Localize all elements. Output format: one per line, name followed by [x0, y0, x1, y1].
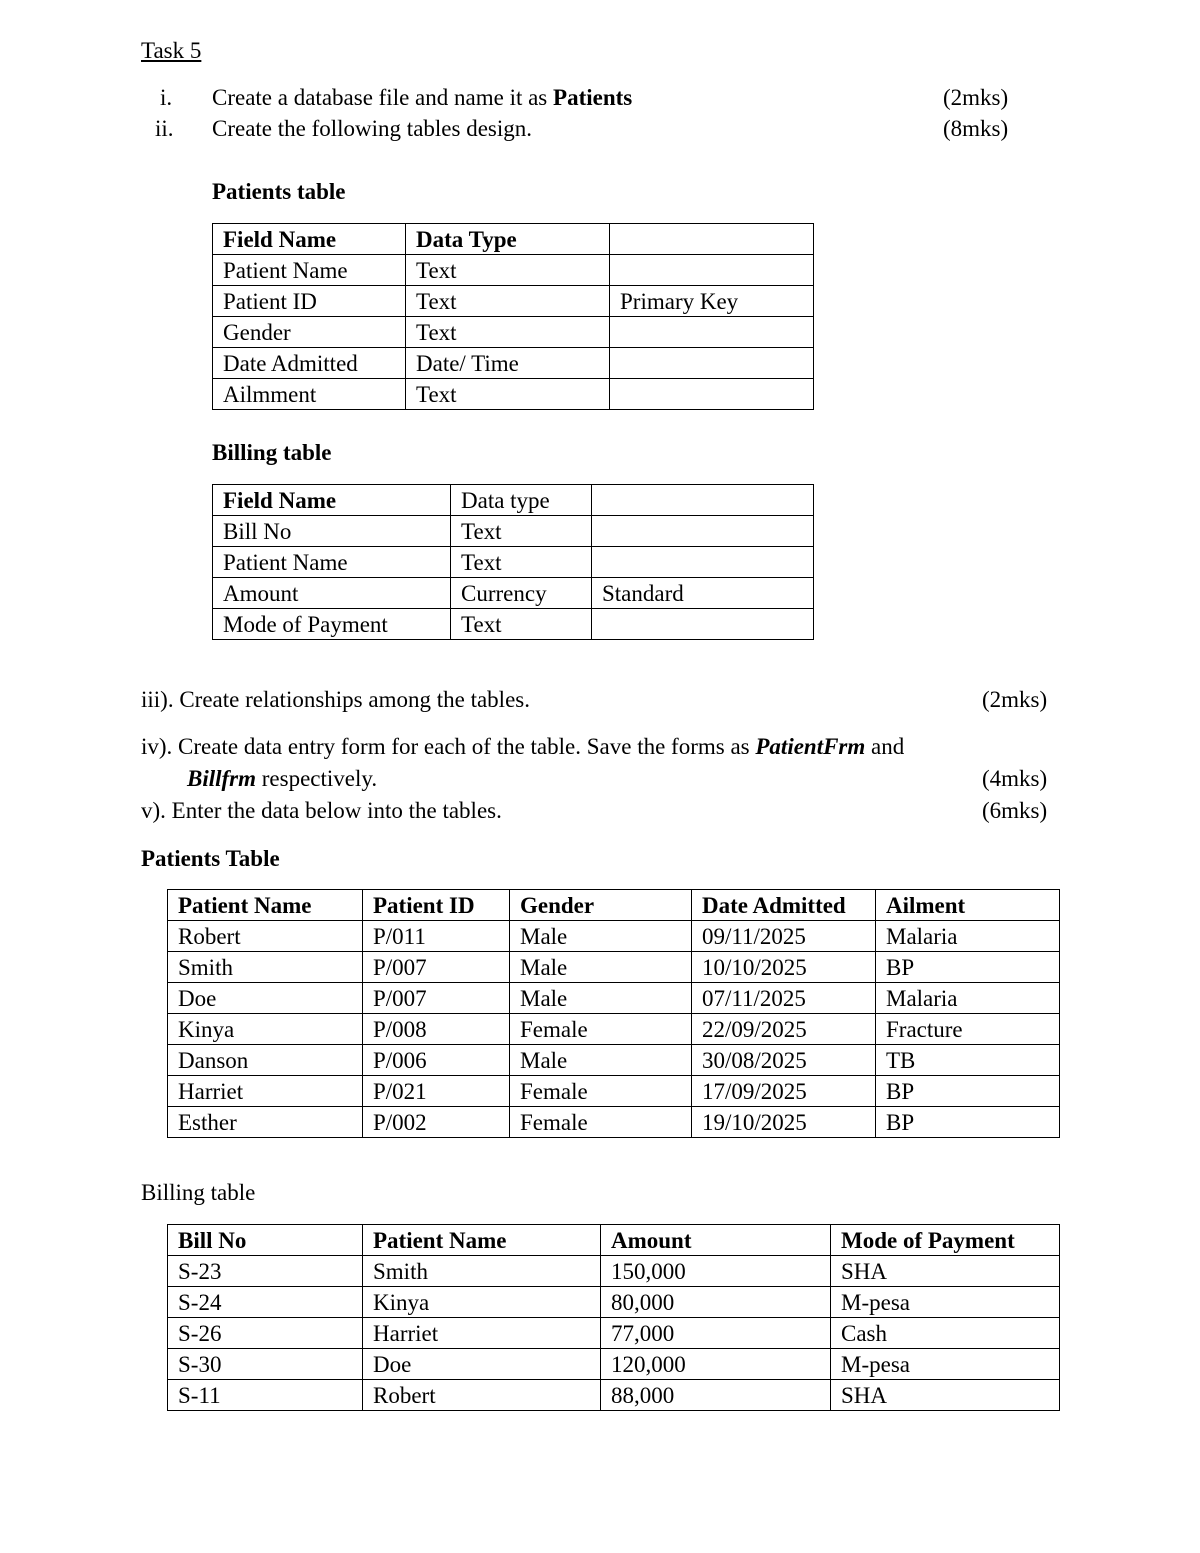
item-iv-label: iv). Create data entry form for each of the table. Save the forms as: [141, 734, 756, 759]
table-cell: M-pesa: [831, 1349, 1060, 1380]
header-cell: Patient Name: [363, 1225, 601, 1256]
table-cell: S-26: [168, 1318, 363, 1349]
table-cell: 17/09/2025: [692, 1076, 876, 1107]
table-row: [168, 983, 1060, 1014]
table-cell: Male: [510, 1045, 692, 1076]
table-cell: 09/11/2025: [692, 921, 876, 952]
table-cell: Patient Name: [213, 255, 406, 286]
table-cell: P/021: [363, 1076, 510, 1107]
table-row: [213, 286, 814, 317]
table-cell: Doe: [168, 983, 363, 1014]
table-cell: Smith: [168, 952, 363, 983]
table-row: [168, 1256, 1060, 1287]
table-cell: Danson: [168, 1045, 363, 1076]
table-cell: P/006: [363, 1045, 510, 1076]
item-iv-label-end: respectively.: [256, 766, 378, 791]
header-cell: Amount: [601, 1225, 831, 1256]
table-cell: S-24: [168, 1287, 363, 1318]
item-iv-form2-name: Billfrm: [187, 766, 257, 791]
table-row: [168, 952, 1060, 983]
table-cell: Gender: [213, 317, 406, 348]
header-cell: Data Type: [406, 224, 610, 255]
table-cell: BP: [876, 1107, 1060, 1138]
item-iv-form1-name: PatientFrm: [755, 734, 866, 759]
table-cell: Malaria: [876, 983, 1060, 1014]
table-cell: Standard: [592, 578, 814, 609]
table-cell: 19/10/2025: [692, 1107, 876, 1138]
header-cell: [592, 485, 814, 516]
table-cell: Amount: [213, 578, 451, 609]
table-cell: Smith: [363, 1256, 601, 1287]
header-cell: [610, 224, 814, 255]
table-cell: Harriet: [363, 1318, 601, 1349]
table-cell: Female: [510, 1014, 692, 1045]
item-i-number: i.: [160, 85, 173, 110]
table-row: [213, 547, 814, 578]
table-cell: 30/08/2025: [692, 1045, 876, 1076]
data-billing-table: [167, 1224, 1060, 1411]
table-cell: 120,000: [601, 1349, 831, 1380]
table-cell: Currency: [451, 578, 592, 609]
item-ii-marks: (8mks): [943, 116, 1009, 141]
table-row: [213, 609, 814, 640]
table-cell: 80,000: [601, 1287, 831, 1318]
task-title: Task 5: [141, 38, 202, 63]
item-i-label: Create a database file and name it as: [212, 85, 554, 110]
table-row: [213, 578, 814, 609]
table-header-row: [213, 485, 814, 516]
table-cell: SHA: [831, 1256, 1060, 1287]
table-cell: Text: [406, 317, 610, 348]
header-cell: Bill No: [168, 1225, 363, 1256]
table-row: [213, 516, 814, 547]
header-cell: Date Admitted: [692, 890, 876, 921]
item-iv-line2: [187, 767, 377, 790]
table-row: [168, 1349, 1060, 1380]
table-cell: Fracture: [876, 1014, 1060, 1045]
design-patients-title: Patients table: [212, 179, 346, 204]
header-cell: Ailment: [876, 890, 1060, 921]
table-cell: TB: [876, 1045, 1060, 1076]
table-row: [168, 921, 1060, 952]
table-row: [168, 1076, 1060, 1107]
table-cell: Male: [510, 921, 692, 952]
table-cell: Patient ID: [213, 286, 406, 317]
table-cell: Kinya: [363, 1287, 601, 1318]
table-cell: Text: [406, 286, 610, 317]
table-cell: Cash: [831, 1318, 1060, 1349]
header-cell: Data type: [451, 485, 592, 516]
table-cell: Patient Name: [213, 547, 451, 578]
table-cell: Kinya: [168, 1014, 363, 1045]
table-header-row: [168, 1225, 1060, 1256]
table-cell: Malaria: [876, 921, 1060, 952]
table-cell: BP: [876, 1076, 1060, 1107]
item-iii-text: iii). Create relationships among the tables.: [141, 687, 530, 712]
table-cell: P/007: [363, 983, 510, 1014]
table-cell: [610, 317, 814, 348]
table-cell: [592, 547, 814, 578]
table-cell: 88,000: [601, 1380, 831, 1411]
table-cell: S-11: [168, 1380, 363, 1411]
table-cell: Esther: [168, 1107, 363, 1138]
table-cell: Date/ Time: [406, 348, 610, 379]
item-v-marks: (6mks): [982, 798, 1048, 823]
table-cell: Primary Key: [610, 286, 814, 317]
table-cell: 10/10/2025: [692, 952, 876, 983]
table-cell: [610, 348, 814, 379]
table-row: [168, 1380, 1060, 1411]
table-cell: Robert: [363, 1380, 601, 1411]
table-cell: Female: [510, 1107, 692, 1138]
table-cell: 22/09/2025: [692, 1014, 876, 1045]
table-cell: Female: [510, 1076, 692, 1107]
table-cell: Text: [451, 547, 592, 578]
table-row: [168, 1287, 1060, 1318]
table-cell: Ailmment: [213, 379, 406, 410]
item-i-database-name: Patients: [553, 85, 633, 110]
table-cell: SHA: [831, 1380, 1060, 1411]
table-cell: Mode of Payment: [213, 609, 451, 640]
item-ii-number: ii.: [155, 116, 174, 141]
item-v-text: v). Enter the data below into the tables.: [141, 798, 502, 823]
table-cell: Robert: [168, 921, 363, 952]
table-row: [168, 1318, 1060, 1349]
data-patients-title: Patients Table: [141, 846, 280, 871]
table-cell: M-pesa: [831, 1287, 1060, 1318]
table-row: [213, 348, 814, 379]
item-iv-marks: (4mks): [982, 766, 1048, 791]
table-cell: 77,000: [601, 1318, 831, 1349]
design-billing-title: Billing table: [212, 440, 332, 465]
table-cell: P/007: [363, 952, 510, 983]
header-cell: Field Name: [213, 224, 406, 255]
header-cell: Field Name: [213, 485, 451, 516]
item-ii-text: Create the following tables design.: [212, 116, 533, 141]
table-cell: BP: [876, 952, 1060, 983]
table-row: [168, 1107, 1060, 1138]
table-cell: [610, 379, 814, 410]
item-iv-and: and: [865, 734, 905, 759]
table-row: [213, 317, 814, 348]
table-cell: Text: [406, 379, 610, 410]
table-cell: Text: [451, 609, 592, 640]
table-cell: Text: [406, 255, 610, 286]
header-cell: Patient ID: [363, 890, 510, 921]
design-billing-table: [212, 484, 814, 640]
table-row: [168, 1045, 1060, 1076]
table-cell: Bill No: [213, 516, 451, 547]
header-cell: Gender: [510, 890, 692, 921]
header-cell: Mode of Payment: [831, 1225, 1060, 1256]
table-cell: P/011: [363, 921, 510, 952]
table-header-row: [168, 890, 1060, 921]
table-cell: P/008: [363, 1014, 510, 1045]
table-row: [213, 255, 814, 286]
table-cell: Text: [451, 516, 592, 547]
data-billing-title: Billing table: [141, 1180, 256, 1205]
data-patients-table: [167, 889, 1060, 1138]
table-cell: Date Admitted: [213, 348, 406, 379]
table-cell: [592, 516, 814, 547]
table-cell: [592, 609, 814, 640]
table-cell: 07/11/2025: [692, 983, 876, 1014]
table-row: [168, 1014, 1060, 1045]
design-patients-table: [212, 223, 814, 410]
table-header-row: [213, 224, 814, 255]
table-cell: [610, 255, 814, 286]
table-cell: P/002: [363, 1107, 510, 1138]
table-row: [213, 379, 814, 410]
table-cell: 150,000: [601, 1256, 831, 1287]
table-cell: Harriet: [168, 1076, 363, 1107]
table-cell: Male: [510, 983, 692, 1014]
item-iv-line1: [141, 735, 904, 758]
table-cell: Doe: [363, 1349, 601, 1380]
table-cell: Male: [510, 952, 692, 983]
item-i-text: [212, 86, 632, 109]
header-cell: Patient Name: [168, 890, 363, 921]
table-cell: S-30: [168, 1349, 363, 1380]
item-iii-marks: (2mks): [982, 687, 1048, 712]
table-cell: S-23: [168, 1256, 363, 1287]
item-i-marks: (2mks): [943, 85, 1009, 110]
